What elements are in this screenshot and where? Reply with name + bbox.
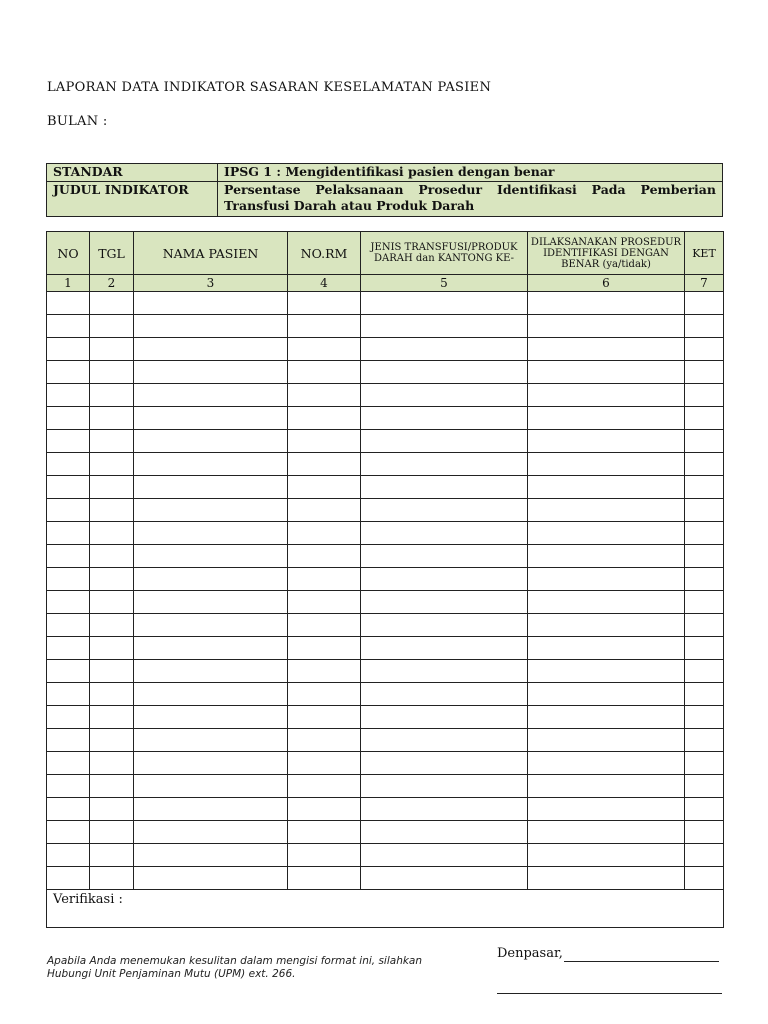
table-cell[interactable] (47, 844, 90, 867)
table-cell[interactable] (134, 476, 288, 499)
table-cell[interactable] (134, 361, 288, 384)
table-cell[interactable] (288, 315, 361, 338)
table-cell[interactable] (90, 660, 134, 683)
table-cell[interactable] (361, 683, 528, 706)
table-cell[interactable] (90, 522, 134, 545)
table-cell[interactable] (685, 752, 724, 775)
table-cell[interactable] (288, 798, 361, 821)
table-cell[interactable] (134, 292, 288, 315)
table-cell[interactable] (528, 522, 685, 545)
table-cell[interactable] (528, 568, 685, 591)
table-cell[interactable] (528, 545, 685, 568)
table-cell[interactable] (47, 407, 90, 430)
col-header-ket: KET (685, 232, 724, 275)
table-cell[interactable] (134, 522, 288, 545)
table-cell[interactable] (528, 292, 685, 315)
help-note (47, 955, 422, 981)
col-header-dilaksanakan: DILAKSANAKAN PROSEDUR IDENTIFIKASI DENGAN BENAR (ya/tidak) (528, 232, 685, 275)
header-row (47, 232, 724, 275)
table-cell[interactable] (361, 338, 528, 361)
table-row (47, 476, 724, 499)
table-cell[interactable] (90, 591, 134, 614)
judul-row (47, 182, 723, 217)
table-cell[interactable] (361, 499, 528, 522)
table-cell[interactable] (90, 407, 134, 430)
table-cell[interactable] (361, 453, 528, 476)
standar-row (47, 164, 723, 182)
table-cell[interactable] (528, 430, 685, 453)
table-row (47, 614, 724, 637)
table-row (47, 315, 724, 338)
table-cell[interactable] (134, 706, 288, 729)
table-cell[interactable] (685, 384, 724, 407)
table-cell[interactable] (288, 292, 361, 315)
table-cell[interactable] (288, 683, 361, 706)
table-cell[interactable] (134, 637, 288, 660)
table-cell[interactable] (528, 844, 685, 867)
verifikasi-cell[interactable] (47, 890, 724, 928)
table-cell[interactable] (361, 522, 528, 545)
table-cell[interactable] (134, 729, 288, 752)
table-cell[interactable] (685, 591, 724, 614)
help-note-line-2: Hubungi Unit Penjaminan Mutu (UPM) ext. 266. (47, 968, 296, 980)
table-cell[interactable] (685, 545, 724, 568)
table-cell[interactable] (47, 798, 90, 821)
table-cell[interactable] (685, 614, 724, 637)
table-cell[interactable] (528, 683, 685, 706)
table-cell[interactable] (90, 798, 134, 821)
table-cell[interactable] (47, 361, 90, 384)
table-cell[interactable] (361, 775, 528, 798)
table-cell[interactable] (361, 844, 528, 867)
table-row (47, 775, 724, 798)
table-cell[interactable] (90, 476, 134, 499)
table-cell[interactable] (47, 568, 90, 591)
table-cell[interactable] (361, 614, 528, 637)
table-body (47, 292, 724, 890)
table-cell[interactable] (134, 315, 288, 338)
table-row (47, 821, 724, 844)
table-cell[interactable] (685, 867, 724, 890)
col-header-no-rm: NO.RM (288, 232, 361, 275)
table-cell[interactable] (47, 476, 90, 499)
table-cell[interactable] (47, 338, 90, 361)
table-row (47, 499, 724, 522)
table-cell[interactable] (90, 292, 134, 315)
table-cell[interactable] (90, 384, 134, 407)
table-cell[interactable] (685, 499, 724, 522)
table-cell[interactable] (90, 775, 134, 798)
table-cell[interactable] (134, 338, 288, 361)
table-cell[interactable] (90, 361, 134, 384)
table-cell[interactable] (528, 384, 685, 407)
table-cell[interactable] (361, 591, 528, 614)
table-row (47, 683, 724, 706)
table-cell[interactable] (90, 614, 134, 637)
table-cell[interactable] (685, 660, 724, 683)
table-cell[interactable] (90, 338, 134, 361)
table-cell[interactable] (685, 522, 724, 545)
table-cell[interactable] (134, 545, 288, 568)
table-row (47, 660, 724, 683)
place-label: Denpasar, (497, 946, 563, 961)
col-number-6: 6 (528, 275, 685, 292)
col-number-4: 4 (288, 275, 361, 292)
table-cell[interactable] (528, 752, 685, 775)
table-cell[interactable] (134, 798, 288, 821)
table-cell[interactable] (47, 499, 90, 522)
table-cell[interactable] (288, 706, 361, 729)
table-cell[interactable] (134, 453, 288, 476)
table-cell[interactable] (685, 315, 724, 338)
table-cell[interactable] (47, 292, 90, 315)
table-cell[interactable] (528, 706, 685, 729)
table-cell[interactable] (47, 614, 90, 637)
table-cell[interactable] (288, 821, 361, 844)
table-cell[interactable] (528, 591, 685, 614)
table-row (47, 338, 724, 361)
table-cell[interactable] (47, 637, 90, 660)
table-row (47, 591, 724, 614)
table-cell[interactable] (528, 614, 685, 637)
table-cell[interactable] (361, 407, 528, 430)
table-cell[interactable] (685, 453, 724, 476)
table-cell[interactable] (685, 729, 724, 752)
table-cell[interactable] (90, 637, 134, 660)
table-cell[interactable] (361, 361, 528, 384)
verifikasi-label: Verifikasi : (53, 892, 123, 907)
table-cell[interactable] (361, 867, 528, 890)
table-cell[interactable] (90, 315, 134, 338)
table-row (47, 637, 724, 660)
table-cell[interactable] (134, 407, 288, 430)
table-cell[interactable] (685, 683, 724, 706)
table-cell[interactable] (361, 706, 528, 729)
table-cell[interactable] (134, 775, 288, 798)
data-table (46, 231, 724, 928)
table-cell[interactable] (47, 591, 90, 614)
table-cell[interactable] (685, 844, 724, 867)
table-cell[interactable] (361, 752, 528, 775)
table-cell[interactable] (361, 798, 528, 821)
date-signature-line[interactable] (564, 961, 719, 962)
table-cell[interactable] (47, 752, 90, 775)
table-cell[interactable] (288, 361, 361, 384)
table-cell[interactable] (134, 384, 288, 407)
signature-line[interactable] (497, 993, 722, 994)
table-row (47, 292, 724, 315)
table-cell[interactable] (134, 499, 288, 522)
table-cell[interactable] (361, 384, 528, 407)
table-cell[interactable] (288, 844, 361, 867)
judul-value: Persentase Pelaksanaan Prosedur Identifikasi Pada Pemberian Transfusi Darah atau Produk Darah (218, 182, 723, 217)
table-cell[interactable] (47, 867, 90, 890)
table-cell[interactable] (90, 706, 134, 729)
table-cell[interactable] (134, 568, 288, 591)
table-cell[interactable] (685, 361, 724, 384)
table-cell[interactable] (288, 430, 361, 453)
table-cell[interactable] (47, 430, 90, 453)
table-cell[interactable] (90, 844, 134, 867)
table-cell[interactable] (685, 798, 724, 821)
table-cell[interactable] (288, 729, 361, 752)
table-cell[interactable] (361, 729, 528, 752)
table-cell[interactable] (134, 821, 288, 844)
table-cell[interactable] (288, 637, 361, 660)
col-number-7: 7 (685, 275, 724, 292)
table-cell[interactable] (134, 430, 288, 453)
table-cell[interactable] (361, 637, 528, 660)
table-cell[interactable] (90, 752, 134, 775)
table-row (47, 867, 724, 890)
table-cell[interactable] (685, 568, 724, 591)
table-cell[interactable] (528, 660, 685, 683)
table-cell[interactable] (134, 660, 288, 683)
table-cell[interactable] (288, 568, 361, 591)
table-cell[interactable] (47, 522, 90, 545)
table-row (47, 522, 724, 545)
table-cell[interactable] (288, 407, 361, 430)
table-cell[interactable] (528, 821, 685, 844)
table-row (47, 545, 724, 568)
table-row (47, 729, 724, 752)
table-row (47, 453, 724, 476)
table-cell[interactable] (90, 545, 134, 568)
table-cell[interactable] (134, 614, 288, 637)
table-cell[interactable] (528, 361, 685, 384)
table-row (47, 430, 724, 453)
table-cell[interactable] (47, 545, 90, 568)
table-cell[interactable] (528, 775, 685, 798)
table-cell[interactable] (361, 430, 528, 453)
table-cell[interactable] (134, 591, 288, 614)
table-cell[interactable] (685, 637, 724, 660)
table-cell[interactable] (528, 867, 685, 890)
table-cell[interactable] (90, 453, 134, 476)
table-cell[interactable] (528, 476, 685, 499)
table-cell[interactable] (134, 683, 288, 706)
table-cell[interactable] (288, 499, 361, 522)
help-note-line-1: Apabila Anda menemukan kesulitan dalam mengisi format ini, silahkan (47, 955, 423, 967)
table-cell[interactable] (47, 660, 90, 683)
standar-value: IPSG 1 : Mengidentifikasi pasien dengan benar (218, 164, 723, 182)
table-row (47, 361, 724, 384)
table-cell[interactable] (528, 338, 685, 361)
table-cell[interactable] (47, 315, 90, 338)
table-cell[interactable] (685, 706, 724, 729)
table-cell[interactable] (90, 430, 134, 453)
table-cell[interactable] (288, 752, 361, 775)
table-row (47, 798, 724, 821)
table-cell[interactable] (528, 453, 685, 476)
table-cell[interactable] (288, 338, 361, 361)
table-cell[interactable] (134, 752, 288, 775)
col-number-1: 1 (47, 275, 90, 292)
table-cell[interactable] (288, 384, 361, 407)
table-row (47, 752, 724, 775)
month-label: BULAN : (47, 114, 108, 129)
col-number-5: 5 (361, 275, 528, 292)
col-number-3: 3 (134, 275, 288, 292)
table-cell[interactable] (685, 292, 724, 315)
table-cell[interactable] (47, 453, 90, 476)
table-cell[interactable] (685, 430, 724, 453)
table-cell[interactable] (528, 798, 685, 821)
table-cell[interactable] (528, 729, 685, 752)
table-cell[interactable] (361, 660, 528, 683)
table-cell[interactable] (288, 614, 361, 637)
table-cell[interactable] (90, 729, 134, 752)
col-number-2: 2 (90, 275, 134, 292)
table-cell[interactable] (288, 775, 361, 798)
table-cell[interactable] (528, 315, 685, 338)
column-number-row (47, 275, 724, 292)
judul-label: JUDUL INDIKATOR (47, 182, 218, 217)
table-row (47, 568, 724, 591)
table-cell[interactable] (288, 453, 361, 476)
table-cell[interactable] (288, 867, 361, 890)
table-cell[interactable] (288, 476, 361, 499)
table-cell[interactable] (47, 821, 90, 844)
table-cell[interactable] (361, 476, 528, 499)
table-cell[interactable] (288, 660, 361, 683)
table-cell[interactable] (361, 821, 528, 844)
verifikasi-row (47, 890, 724, 928)
table-cell[interactable] (47, 706, 90, 729)
table-cell[interactable] (288, 522, 361, 545)
table-cell[interactable] (528, 499, 685, 522)
table-cell[interactable] (47, 683, 90, 706)
table-cell[interactable] (528, 637, 685, 660)
table-cell[interactable] (288, 545, 361, 568)
col-header-nama-pasien: NAMA PASIEN (134, 232, 288, 275)
table-row (47, 407, 724, 430)
table-cell[interactable] (685, 775, 724, 798)
standar-label: STANDAR (47, 164, 218, 182)
col-header-jenis-transfusi: JENIS TRANSFUSI/PRODUK DARAH dan KANTONG KE- (361, 232, 528, 275)
table-cell[interactable] (134, 867, 288, 890)
table-cell[interactable] (288, 591, 361, 614)
table-cell[interactable] (90, 867, 134, 890)
table-cell[interactable] (90, 499, 134, 522)
table-row (47, 384, 724, 407)
table-cell[interactable] (685, 407, 724, 430)
table-row (47, 706, 724, 729)
table-cell[interactable] (90, 568, 134, 591)
table-cell[interactable] (685, 821, 724, 844)
table-cell[interactable] (361, 568, 528, 591)
col-header-tgl: TGL (90, 232, 134, 275)
table-cell[interactable] (685, 476, 724, 499)
indicator-info-table (46, 163, 723, 217)
table-cell[interactable] (47, 729, 90, 752)
table-cell[interactable] (47, 384, 90, 407)
table-cell[interactable] (685, 338, 724, 361)
table-cell[interactable] (134, 844, 288, 867)
table-row (47, 844, 724, 867)
table-cell[interactable] (361, 315, 528, 338)
table-cell[interactable] (90, 821, 134, 844)
table-cell[interactable] (47, 775, 90, 798)
table-cell[interactable] (361, 292, 528, 315)
table-cell[interactable] (90, 683, 134, 706)
table-cell[interactable] (528, 407, 685, 430)
page-title: LAPORAN DATA INDIKATOR SASARAN KESELAMATAN PASIEN (47, 80, 492, 95)
table-cell[interactable] (361, 545, 528, 568)
col-header-no: NO (47, 232, 90, 275)
